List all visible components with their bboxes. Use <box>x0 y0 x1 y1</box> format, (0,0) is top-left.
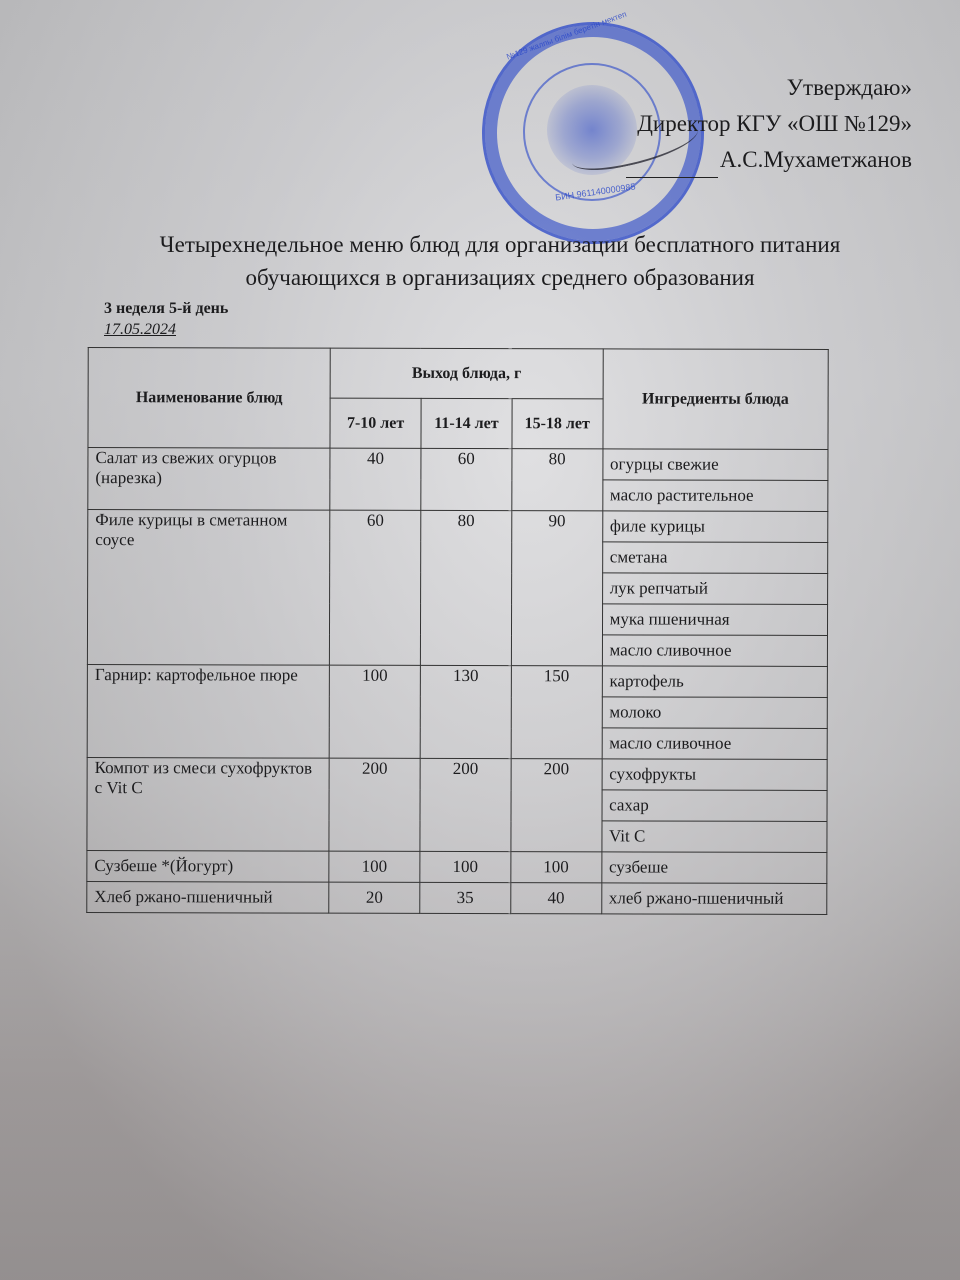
yield-15-18: 150 <box>511 666 602 759</box>
yield-11-14: 60 <box>421 448 512 510</box>
yield-7-10: 200 <box>329 758 420 851</box>
dish-name: Сузбеше *(Йогурт) <box>87 851 329 883</box>
header-age-11-14: 11-14 лет <box>421 398 512 448</box>
dish-name: Компот из смеси сухофруктов с Vit C <box>87 758 329 852</box>
table-row <box>87 665 827 698</box>
table-row <box>87 851 827 884</box>
ingredient: сузбеше <box>601 852 826 884</box>
ingredient: филе курицы <box>602 511 827 543</box>
yield-15-18: 90 <box>511 511 602 666</box>
yield-11-14: 130 <box>420 665 511 758</box>
yield-15-18: 80 <box>512 449 603 511</box>
stamp-bin: БИН 961140000985 <box>554 181 637 203</box>
yield-15-18: 100 <box>511 852 602 883</box>
yield-15-18: 40 <box>511 883 602 914</box>
yield-7-10: 20 <box>329 882 420 913</box>
header-yield: Выход блюда, г <box>330 348 603 399</box>
header-ingredients: Ингредиенты блюда <box>603 349 829 450</box>
header-age-7-10: 7-10 лет <box>330 398 421 448</box>
yield-7-10: 100 <box>329 851 420 882</box>
yield-11-14: 100 <box>420 851 511 882</box>
table-row <box>88 448 828 481</box>
table-row <box>87 758 827 791</box>
title-line2: обучающихся в организациях среднего образования <box>245 265 755 290</box>
ingredient: масло сливочное <box>602 635 827 667</box>
header-age-15-18: 15-18 лет <box>512 399 603 449</box>
ingredient: картофель <box>602 666 827 698</box>
table-row <box>88 510 828 543</box>
yield-7-10: 60 <box>330 510 421 665</box>
ingredient: Vit C <box>602 821 827 853</box>
approval-line1: Утверждаю» <box>786 75 912 100</box>
dish-name: Гарнир: картофельное пюре <box>87 665 329 759</box>
director-name: А.С.Мухаметжанов <box>719 147 912 172</box>
dish-name: Хлеб ржано-пшеничный <box>87 882 329 914</box>
ingredient: масло сливочное <box>602 728 827 760</box>
dish-name: Филе курицы в сметанном соусе <box>87 510 330 666</box>
yield-11-14: 80 <box>420 510 511 665</box>
ingredient: огурцы свежие <box>602 449 827 481</box>
approval-line2: Директор КГУ «ОШ №129» <box>637 111 912 136</box>
yield-15-18: 200 <box>511 759 602 852</box>
yield-7-10: 40 <box>330 448 421 510</box>
menu-table <box>86 347 828 915</box>
ingredient: сметана <box>602 542 827 574</box>
ingredient: мука пшеничная <box>602 604 827 636</box>
yield-11-14: 35 <box>420 882 511 913</box>
document-title <box>100 228 900 294</box>
ingredient: масло растительное <box>602 480 827 512</box>
ingredient: сухофрукты <box>602 759 827 791</box>
header-name: Наименование блюд <box>88 348 330 449</box>
ingredient: сахар <box>602 790 827 822</box>
title-line1: Четырехнедельное меню блюд для организации бесплатного питания <box>159 232 841 257</box>
yield-11-14: 200 <box>420 758 511 851</box>
ingredient: молоко <box>602 697 827 729</box>
dish-name: Салат из свежих огурцов (нарезка) <box>88 448 330 511</box>
ingredient: хлеб ржано-пшеничный <box>601 883 826 915</box>
ingredient: лук репчатый <box>602 573 827 605</box>
week-day: 3 неделя 5-й день <box>104 300 229 317</box>
menu-date: 17.05.2024 <box>104 321 176 338</box>
table-row <box>87 882 827 915</box>
yield-7-10: 100 <box>329 665 420 758</box>
stamp-text: №129 жалпы білім беретін мектеп <box>505 9 628 62</box>
